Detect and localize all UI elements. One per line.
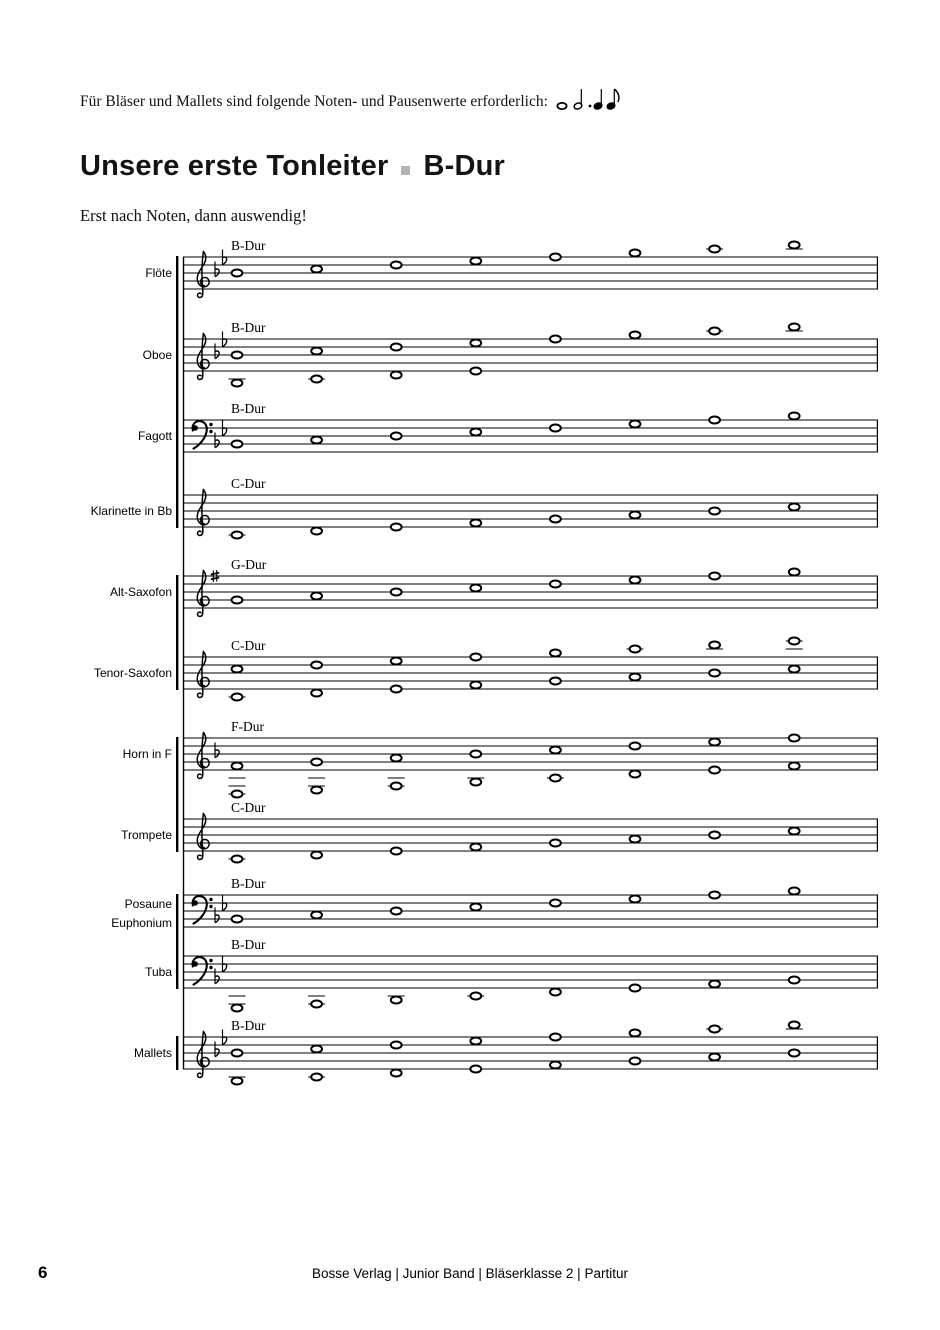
whole-note [630, 836, 641, 843]
whole-note [709, 892, 720, 899]
instrument-label: Tenor-Saxofon [93, 666, 172, 680]
group-bracket [176, 737, 178, 852]
whole-note [311, 852, 322, 859]
whole-note [391, 433, 402, 440]
title-key: B-Dur [423, 150, 506, 182]
whole-note [709, 1026, 720, 1033]
footer [0, 1260, 940, 1294]
whole-note [391, 262, 402, 269]
key-label: C-Dur [231, 638, 266, 653]
staff-row [143, 320, 878, 387]
whole-note [391, 783, 402, 790]
flat-icon [223, 250, 227, 265]
whole-note [311, 593, 322, 600]
key-label: B-Dur [231, 401, 266, 416]
whole-note [709, 670, 720, 677]
whole-note [789, 763, 800, 770]
whole-note [232, 666, 243, 673]
key-label: B-Dur [231, 238, 266, 253]
whole-note [789, 413, 800, 420]
whole-note [470, 368, 481, 375]
whole-note [232, 441, 243, 448]
intro-text: Für Bläser und Mallets sind folgende Noten- und Pausenwerte erforderlich: [80, 93, 548, 110]
staff-row [121, 800, 878, 863]
treble-clef-icon [197, 651, 209, 697]
instrument-label: Posaune [124, 897, 172, 911]
whole-note [630, 743, 641, 750]
whole-note [470, 1066, 481, 1073]
flat-icon [215, 262, 219, 277]
treble-clef-icon [197, 813, 209, 859]
instrument-label: Fagott [137, 429, 172, 443]
whole-note [630, 896, 641, 903]
group-bracket [176, 894, 178, 989]
key-label: B-Dur [231, 320, 266, 335]
whole-note [311, 662, 322, 669]
whole-note [550, 336, 561, 343]
whole-note [232, 1050, 243, 1057]
whole-note [630, 1030, 641, 1037]
instrument-label: Flöte [145, 266, 172, 280]
bass-clef-icon [193, 896, 213, 923]
whole-note [470, 682, 481, 689]
staff-row [123, 719, 878, 798]
whole-note [311, 348, 322, 355]
whole-note [709, 417, 720, 424]
quarter-note-icon [593, 89, 602, 110]
flat-icon [215, 1042, 219, 1057]
whole-note [709, 573, 720, 580]
whole-note [789, 569, 800, 576]
whole-note [789, 666, 800, 673]
key-label: B-Dur [231, 937, 266, 952]
whole-note [709, 832, 720, 839]
whole-note [789, 977, 800, 984]
instrument-label: Tuba [145, 965, 172, 979]
whole-note [391, 908, 402, 915]
flat-icon [223, 332, 227, 347]
whole-note [709, 328, 720, 335]
group-bracket [176, 1036, 178, 1070]
whole-note [709, 642, 720, 649]
key-label: C-Dur [231, 476, 266, 491]
title-text: Unsere erste Tonleiter [80, 150, 389, 182]
staff-row [110, 557, 878, 616]
whole-note [470, 844, 481, 851]
whole-note [470, 904, 481, 911]
whole-note [550, 775, 561, 782]
whole-note [232, 694, 243, 701]
treble-clef-icon [197, 333, 209, 379]
whole-note [311, 1074, 322, 1081]
instrument-label: Oboe [142, 348, 172, 362]
flat-icon [215, 433, 219, 448]
key-label: G-Dur [231, 557, 267, 572]
whole-note [789, 1022, 800, 1029]
whole-note [311, 376, 322, 383]
whole-note [311, 1001, 322, 1008]
square-bullet-icon [401, 166, 410, 175]
staff-row [138, 401, 878, 452]
whole-note [709, 246, 720, 253]
whole-note [470, 585, 481, 592]
whole-note [630, 674, 641, 681]
intro-line [80, 82, 657, 116]
whole-note [550, 254, 561, 261]
treble-clef-icon [197, 251, 209, 297]
subtitle: Erst nach Noten, dann auswendig! [80, 206, 307, 225]
flat-icon [215, 969, 219, 984]
flat-icon [215, 344, 219, 359]
whole-note [232, 1078, 243, 1085]
whole-note [391, 1042, 402, 1049]
instrument-label: Mallets [133, 1046, 172, 1060]
page-title [80, 150, 505, 183]
whole-note [550, 1034, 561, 1041]
treble-clef-icon [197, 489, 209, 535]
whole-note [709, 508, 720, 515]
whole-note [550, 678, 561, 685]
whole-note [391, 848, 402, 855]
flat-icon [223, 1030, 227, 1045]
whole-note [550, 989, 561, 996]
whole-note [789, 888, 800, 895]
group-bracket [176, 256, 178, 528]
whole-note [311, 266, 322, 273]
whole-note [470, 751, 481, 758]
bass-clef-icon [193, 421, 213, 448]
whole-note [550, 1062, 561, 1069]
group-bracket [176, 575, 178, 690]
staff-row [134, 1018, 878, 1085]
whole-note [232, 597, 243, 604]
whole-note [630, 771, 641, 778]
whole-note [232, 791, 243, 798]
whole-note [470, 779, 481, 786]
whole-note [709, 767, 720, 774]
key-label: B-Dur [231, 1018, 266, 1033]
whole-note [630, 512, 641, 519]
whole-note [391, 1070, 402, 1077]
footer-text: Bosse Verlag | Junior Band | Bläserklasse 2 | Partitur [312, 1266, 628, 1281]
whole-note [391, 686, 402, 693]
whole-note [311, 912, 322, 919]
treble-clef-icon [197, 1031, 209, 1077]
whole-note [391, 344, 402, 351]
whole-note [789, 324, 800, 331]
whole-note [630, 985, 641, 992]
whole-note [789, 638, 800, 645]
whole-note [391, 589, 402, 596]
whole-note [630, 421, 641, 428]
treble-clef-icon [197, 570, 209, 616]
whole-note [311, 1046, 322, 1053]
whole-note [391, 658, 402, 665]
flat-icon [215, 908, 219, 923]
whole-note [550, 581, 561, 588]
key-label: C-Dur [231, 800, 266, 815]
instrument-label: Alt-Saxofon [109, 585, 172, 599]
whole-note [311, 437, 322, 444]
whole-note [232, 856, 243, 863]
dotted-half-note-icon [573, 89, 591, 110]
whole-note [232, 270, 243, 277]
whole-note [470, 654, 481, 661]
whole-note [789, 828, 800, 835]
whole-note [709, 739, 720, 746]
whole-note [550, 650, 561, 657]
whole-note [470, 1038, 481, 1045]
whole-note [709, 981, 720, 988]
instrument-label: Horn in F [122, 747, 172, 761]
whole-note [550, 840, 561, 847]
page-number: 6 [38, 1263, 48, 1282]
note-values-icons [553, 82, 657, 116]
whole-note-icon [557, 103, 566, 109]
whole-note [470, 993, 481, 1000]
whole-note [232, 532, 243, 539]
whole-note [630, 332, 641, 339]
whole-note [630, 250, 641, 257]
flat-icon [215, 743, 219, 758]
whole-note [391, 997, 402, 1004]
whole-note [630, 577, 641, 584]
whole-note [550, 516, 561, 523]
staff-row [94, 638, 878, 701]
whole-note [311, 528, 322, 535]
whole-note [311, 787, 322, 794]
whole-note [470, 429, 481, 436]
whole-note [789, 242, 800, 249]
score-svg [0, 233, 940, 1095]
bass-clef-icon [193, 957, 213, 984]
eighth-note-icon [606, 89, 619, 110]
key-label: F-Dur [231, 719, 264, 734]
staff-row [91, 476, 878, 539]
score [0, 233, 940, 1095]
whole-note [470, 340, 481, 347]
key-label: B-Dur [231, 876, 266, 891]
staff-row [111, 876, 878, 930]
flat-icon [223, 957, 227, 972]
whole-note [470, 258, 481, 265]
whole-note [232, 1005, 243, 1012]
staff-row [145, 937, 878, 1012]
whole-note [550, 425, 561, 432]
flat-icon [223, 421, 227, 436]
instrument-label: Euphonium [111, 916, 172, 930]
whole-note [311, 759, 322, 766]
whole-note [789, 735, 800, 742]
whole-note [391, 524, 402, 531]
whole-note [789, 1050, 800, 1057]
whole-note [232, 352, 243, 359]
flat-icon [223, 896, 227, 911]
instrument-label: Trompete [121, 828, 172, 842]
treble-clef-icon [197, 732, 209, 778]
whole-note [232, 916, 243, 923]
whole-note [232, 380, 243, 387]
whole-note [391, 755, 402, 762]
instrument-label: Klarinette in Bb [90, 504, 172, 518]
whole-note [232, 763, 243, 770]
whole-note [391, 372, 402, 379]
whole-note [311, 690, 322, 697]
whole-note [709, 1054, 720, 1061]
whole-note [550, 747, 561, 754]
whole-note [789, 504, 800, 511]
whole-note [470, 520, 481, 527]
whole-note [550, 900, 561, 907]
whole-note [630, 646, 641, 653]
whole-note [630, 1058, 641, 1065]
staff-row [145, 238, 878, 297]
